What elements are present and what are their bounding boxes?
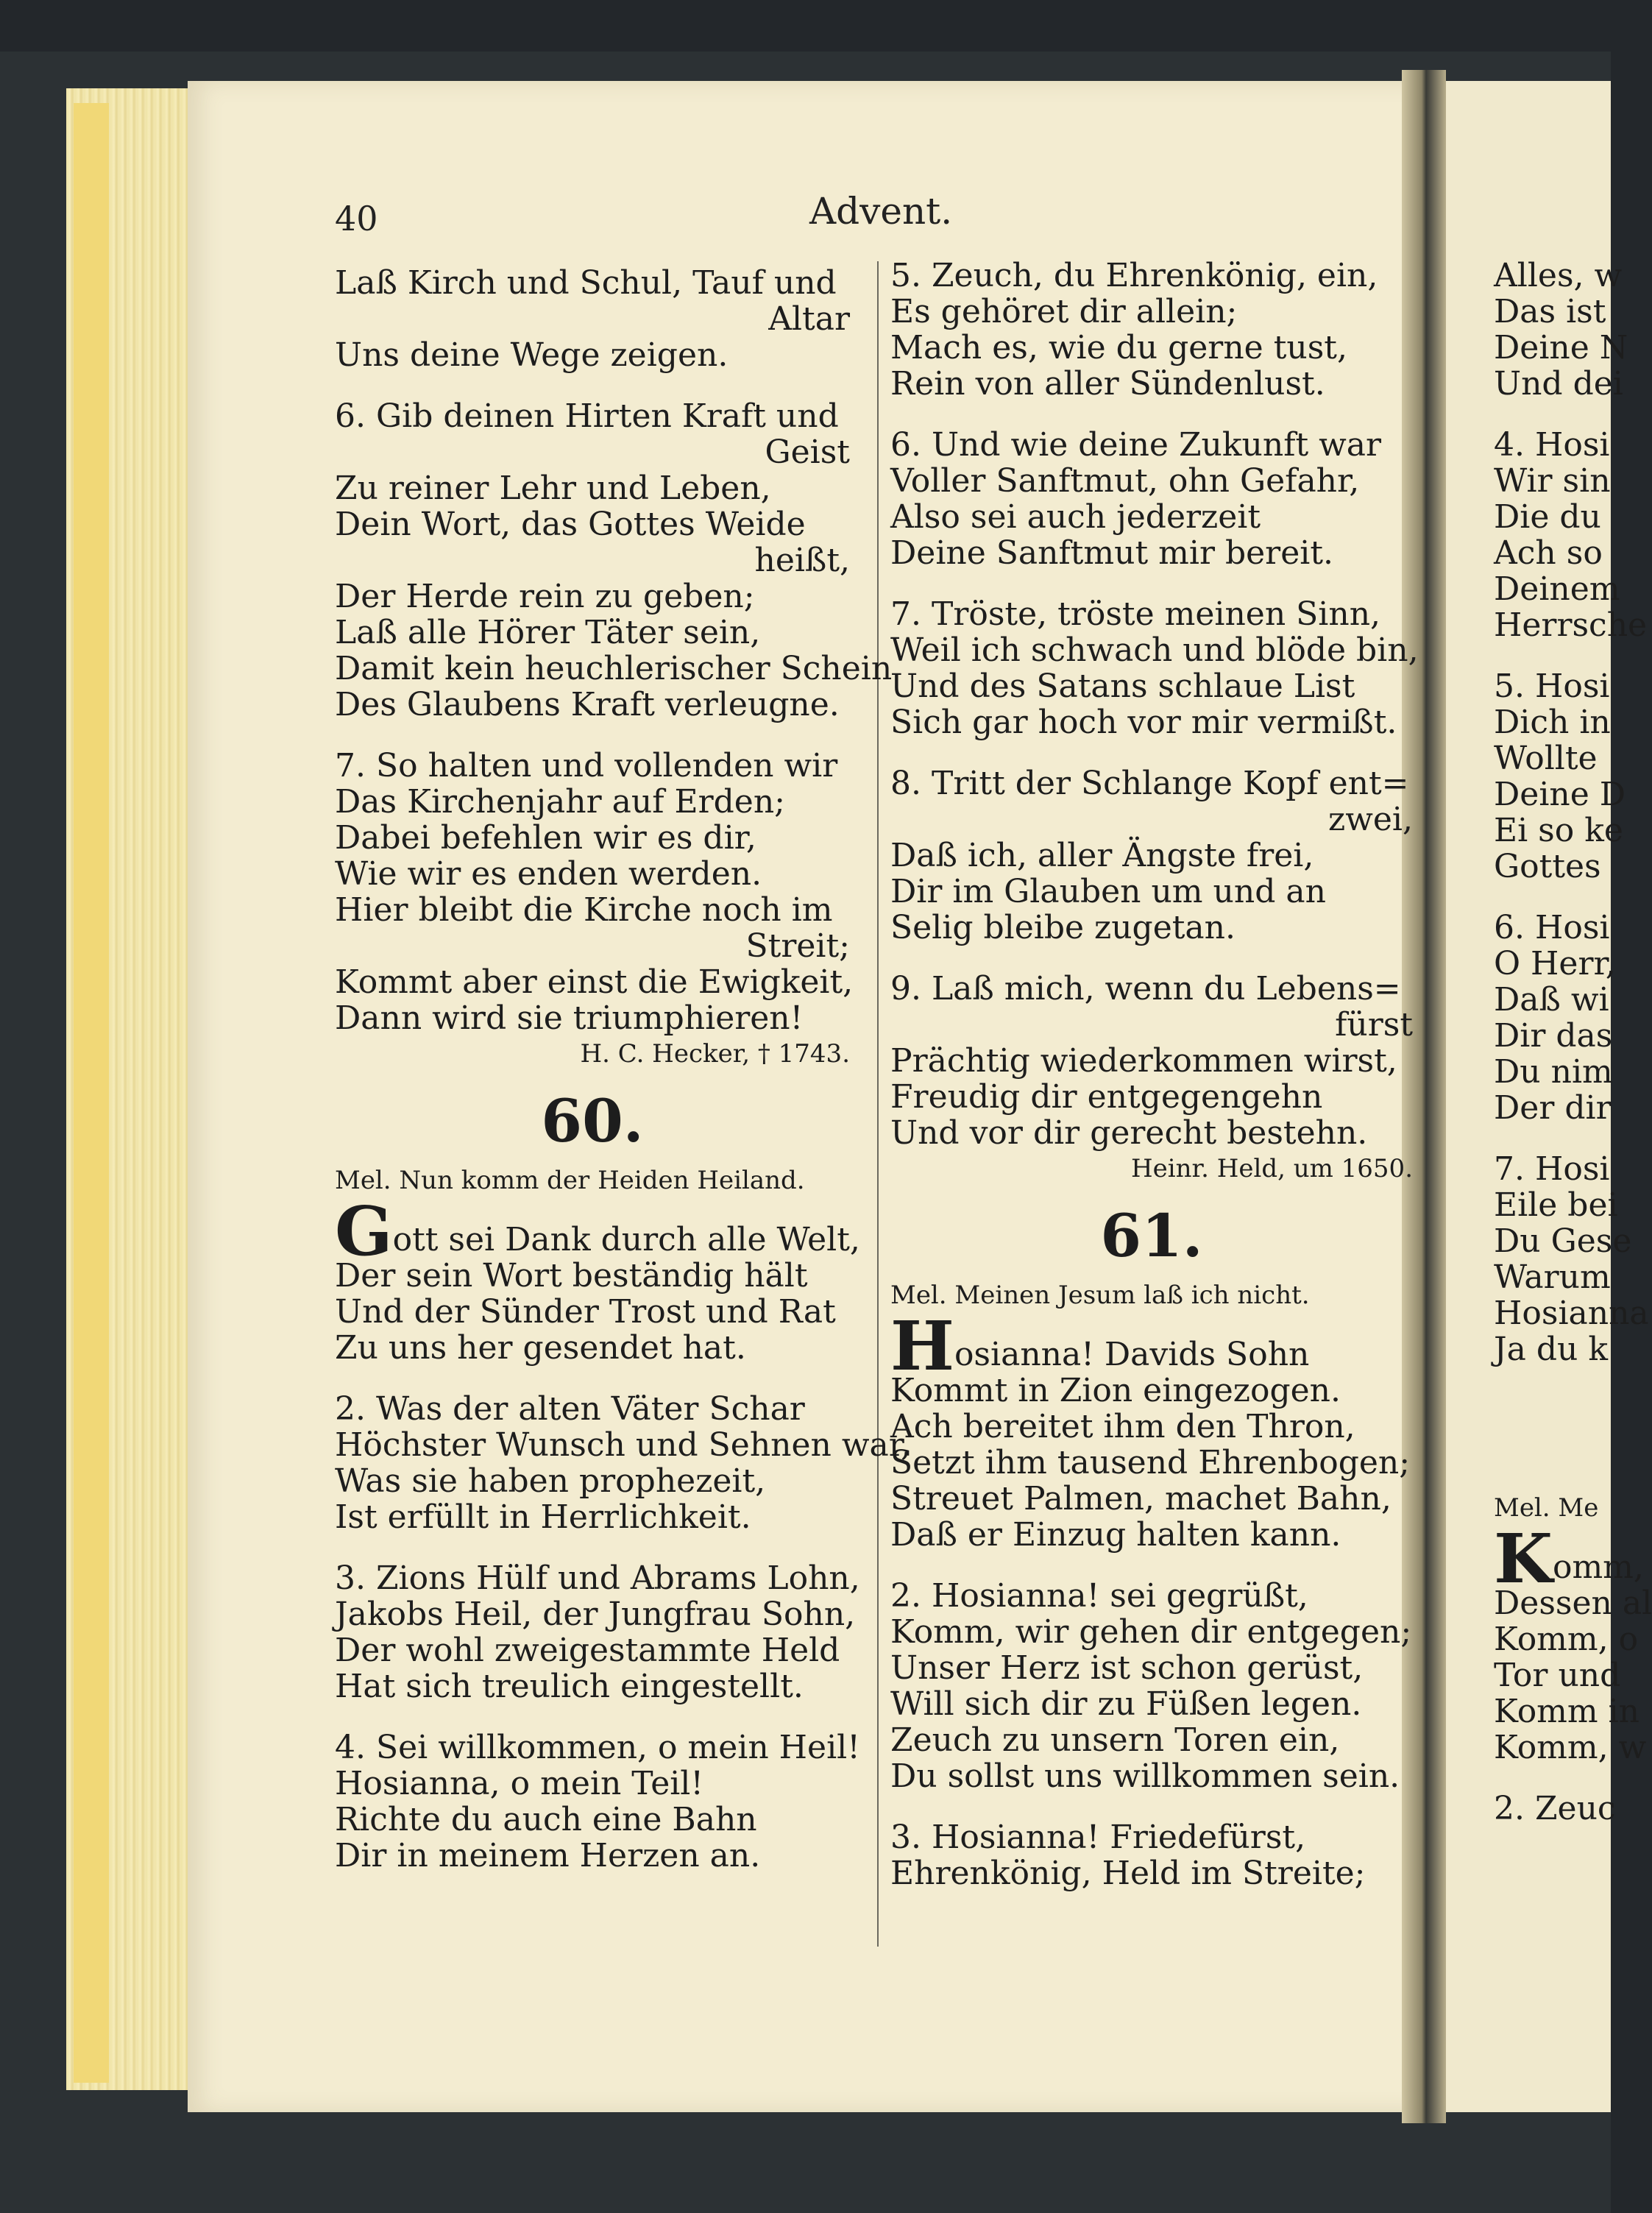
line-text: Dein Wort, das Gottes Weide [335, 506, 806, 543]
line-text: Will sich dir zu Füßen legen. [890, 1685, 1362, 1723]
line-text: Der Herde rein zu geben; [335, 578, 755, 615]
verse-line [890, 1043, 1413, 1079]
stanza-gap [1494, 1367, 1612, 1392]
verse-line [335, 1499, 850, 1535]
verse-line [1494, 776, 1626, 813]
line-text: Der dir [1494, 1089, 1612, 1127]
verse-line [890, 1445, 1413, 1481]
line-text: Komm in [1494, 1693, 1640, 1730]
verse-line [890, 1650, 1413, 1686]
verse-line [890, 1722, 1413, 1758]
verse-line [1494, 499, 1612, 535]
line-text: Laß alle Hörer Täter sein, [335, 614, 761, 651]
verse-line [890, 668, 1413, 704]
line-text: Komm, wir gehen dir entgegen; [890, 1613, 1412, 1651]
line-text: 6. Gib deinen Hirten Kraft und [335, 397, 839, 435]
verse-line [890, 1517, 1413, 1553]
verse-line [1494, 849, 1612, 885]
stanza-gap [1494, 402, 1612, 427]
stanza-gap [890, 402, 1413, 427]
verse-line [1494, 606, 1648, 644]
line-text: Ach bereitet ihm den Thron, [890, 1408, 1355, 1445]
verse-line [890, 294, 1413, 330]
line-text: osianna! Davids Sohn [954, 1336, 1310, 1373]
line-text: Freudig dir entgegengehn [890, 1078, 1323, 1116]
verse-line [1494, 463, 1612, 499]
verse-line [335, 784, 850, 820]
verse-line [1494, 982, 1612, 1018]
stanza-gap [890, 1553, 1413, 1578]
drop-cap: H [890, 1306, 954, 1386]
verse-line [1494, 294, 1612, 330]
line-text: Richte du auch eine Bahn [335, 1801, 757, 1838]
line-text: Ach so [1494, 534, 1603, 572]
line-text: Der sein Wort beständig hält [335, 1257, 808, 1295]
stanza-gap [890, 571, 1413, 596]
verse-line [1494, 910, 1612, 946]
verse-line [890, 1115, 1413, 1151]
line-text: Unser Herz ist schon gerüst, [890, 1649, 1364, 1687]
melody-line [890, 1280, 1413, 1311]
verse-line [890, 330, 1413, 366]
verse-line [335, 1258, 850, 1294]
line-text: 3. Hosianna! Friedefürst, [890, 1819, 1306, 1856]
verse-line [1494, 812, 1623, 849]
drop-cap: K [1494, 1519, 1553, 1598]
line-text: Rein von aller Sündenlust. [890, 365, 1325, 403]
line-text: Mel. Me [1494, 1493, 1599, 1523]
line-text: 2. Was der alten Väter Schar [335, 1390, 805, 1428]
line-text: Kommt aber einst die Ewigkeit, [335, 963, 854, 1001]
line-text: omm, [1552, 1548, 1644, 1586]
stanza-gap [335, 373, 850, 398]
line-text: Deine Sanftmut mir bereit. [890, 534, 1333, 572]
line-text: Deinem [1494, 570, 1620, 608]
verse-line [890, 704, 1413, 740]
verse-line [335, 1668, 850, 1704]
line-text: Hier bleibt die Kirche noch im [335, 891, 833, 929]
line-text: Mel. Meinen Jesum laß ich nicht. [890, 1281, 1310, 1310]
stanza-gap [1494, 1467, 1612, 1493]
verse-line [890, 535, 1413, 571]
line-text: Du sollst uns willkommen sein. [890, 1757, 1400, 1795]
stanza-gap [335, 1704, 850, 1729]
line-text: Und dei [1494, 365, 1623, 403]
stanza-gap [335, 723, 850, 748]
author-line [335, 1036, 850, 1072]
verse-line [335, 1729, 860, 1766]
line-text: 7. So halten und vollenden wir [335, 747, 838, 785]
left-column [335, 264, 911, 1874]
stanza-gap [890, 946, 1413, 971]
author-line [890, 1151, 1413, 1187]
line-text: 4. Hosi [1494, 426, 1610, 464]
line-text: Wollte [1494, 740, 1598, 777]
verse-line [335, 1294, 850, 1330]
verse-line [890, 631, 1419, 669]
verse-line [335, 748, 850, 784]
verse-line [335, 615, 850, 651]
verse-line [890, 1481, 1413, 1517]
verse-line [335, 928, 850, 964]
verse-line [1494, 1259, 1612, 1295]
page-number: 40 [335, 199, 378, 238]
stanza-gap [1494, 643, 1612, 668]
line-text: Du nim [1494, 1053, 1613, 1091]
verse-line [890, 1007, 1413, 1043]
verse-line [1494, 1657, 1621, 1694]
verse-line [335, 337, 850, 373]
line-text: Dir das [1494, 1017, 1613, 1055]
line-text: Selig bleibe zugetan. [890, 909, 1236, 946]
line-text: Ei so ke [1494, 812, 1623, 849]
stanza-gap [335, 1535, 850, 1560]
verse-line [890, 971, 1413, 1007]
line-text: Des Glaubens Kraft verleugne. [335, 686, 840, 723]
line-text: Dich in [1494, 704, 1611, 741]
verse-line [1494, 365, 1623, 403]
line-text: Und der Sünder Trost und Rat [335, 1293, 836, 1331]
line-text: Laß Kirch und Schul, Tauf und [335, 264, 837, 302]
verse-line [890, 1855, 1413, 1891]
line-text: Prächtig wiederkommen wirst, [890, 1042, 1397, 1080]
verse-line [335, 892, 850, 928]
line-text: 7. Tröste, tröste meinen Sinn, [890, 595, 1381, 633]
verse-line [890, 874, 1413, 910]
verse-line [335, 1463, 850, 1499]
line-text: 5. Zeuch, du Ehrenkönig, ein, [890, 257, 1378, 294]
line-text: Kommt in Zion eingezogen. [890, 1372, 1341, 1409]
line-text: 4. Sei willkommen, o mein Heil! [335, 1729, 860, 1766]
verse-line [1494, 1151, 1612, 1187]
line-text: 6. Hosi [1494, 909, 1610, 946]
drop-cap: G [335, 1192, 393, 1271]
verse-line [335, 1192, 860, 1271]
stanza-gap [335, 1366, 850, 1391]
verse-line [335, 1426, 911, 1464]
line-text: Damit kein heuchlerischer Schein [335, 650, 893, 687]
verse-line [890, 765, 1413, 801]
line-text: Warum [1494, 1258, 1611, 1296]
line-text: Hat sich treulich eingestellt. [335, 1668, 804, 1705]
verse-line [335, 265, 850, 301]
verse-line [1494, 1584, 1652, 1622]
verse-line [1494, 570, 1620, 608]
line-text: 7. Hosi [1494, 1150, 1610, 1188]
verse-line [335, 1330, 850, 1366]
verse-line [890, 1819, 1413, 1855]
verse-line [1494, 329, 1628, 367]
verse-line [890, 427, 1413, 463]
line-text: Daß er Einzug halten kann. [890, 1516, 1341, 1554]
line-text: Wir sin [1494, 462, 1611, 500]
verse-line [335, 1838, 850, 1874]
line-text: Es gehöret dir allein; [890, 293, 1238, 330]
stanza-gap [1494, 1417, 1612, 1442]
line-text: Das Kirchenjahr auf Erden; [335, 783, 786, 821]
line-text: H. C. Hecker, † 1743. [580, 1039, 850, 1069]
line-text: Alles, w [1494, 257, 1623, 294]
verse-line [890, 1614, 1413, 1650]
verse-line [1494, 1222, 1632, 1260]
line-text: Dabei befehlen wir es dir, [335, 819, 756, 857]
line-text: 2. Hosianna! sei gegrüßt, [890, 1577, 1308, 1615]
verse-line [890, 1686, 1413, 1722]
line-text: Setzt ihm tausend Ehrenbogen; [890, 1444, 1411, 1481]
verse-line [335, 506, 850, 542]
line-text: 9. Laß mich, wenn du Lebens= [890, 970, 1401, 1008]
verse-line [335, 820, 850, 856]
line-text: Uns deine Wege zeigen. [335, 336, 728, 374]
verse-line [335, 470, 850, 506]
verse-line [335, 963, 854, 1001]
verse-line [1494, 1519, 1644, 1598]
line-text: Und vor dir gerecht bestehn. [890, 1114, 1368, 1152]
verse-line [335, 301, 850, 337]
line-text: O Herr, [1494, 945, 1616, 982]
verse-line [335, 1632, 850, 1668]
verse-line [1494, 1331, 1612, 1367]
verse-line [1494, 1054, 1612, 1090]
stanza-gap [1494, 885, 1612, 910]
verse-line [335, 542, 850, 578]
verse-line [335, 650, 893, 687]
line-text: Wie wir es enden werden. [335, 855, 762, 893]
line-text: Komm, o [1494, 1621, 1639, 1658]
verse-line [890, 1409, 1413, 1445]
line-text: Daß ich, aller Ängste frei, [890, 837, 1314, 874]
line-text: Das ist [1494, 293, 1606, 330]
verse-line [335, 1766, 850, 1802]
line-text: Zu uns her gesendet hat. [335, 1329, 746, 1367]
verse-line [1494, 535, 1612, 571]
verse-line [1494, 427, 1612, 463]
verse-line [890, 366, 1413, 402]
stanza-gap [890, 740, 1413, 765]
line-text: 61. [1100, 1201, 1203, 1270]
line-text: Streuet Palmen, machet Bahn, [890, 1480, 1392, 1518]
stanza-gap [1494, 1766, 1612, 1791]
verse-line [890, 910, 1413, 946]
line-text: Mach es, wie du gerne tust, [890, 329, 1347, 367]
verse-line [335, 398, 850, 434]
line-text: Sich gar hoch vor mir vermißt. [890, 704, 1397, 741]
right-column [890, 257, 1419, 1892]
line-text: Der wohl zweigestammte Held [335, 1632, 840, 1669]
line-text: Ja du k [1494, 1331, 1609, 1368]
hymn-number [335, 1086, 850, 1156]
line-text: Heinr. Held, um 1650. [1131, 1154, 1413, 1183]
next-page-column [1494, 257, 1652, 1827]
verse-line [1494, 1090, 1612, 1126]
verse-line [335, 1000, 850, 1036]
line-text: Dann wird sie triumphieren! [335, 999, 804, 1037]
verse-line [1494, 1186, 1618, 1224]
line-text: Voller Sanftmut, ohn Gefahr, [890, 462, 1360, 500]
line-text: heißt, [754, 542, 850, 579]
line-text: Du Gese [1494, 1222, 1632, 1260]
verse-line [890, 258, 1413, 294]
verse-line [1494, 1729, 1647, 1766]
column-divider [877, 261, 879, 1947]
line-text: 3. Zions Hülf und Abrams Lohn, [335, 1559, 860, 1597]
running-title: Advent. [809, 190, 953, 233]
line-text: Komm, w [1494, 1729, 1647, 1766]
line-text: Geist [765, 433, 850, 471]
line-text: fürst [1335, 1006, 1413, 1044]
page-edges-gilt [74, 103, 109, 2083]
line-text: Hosianna, o mein Teil! [335, 1765, 704, 1802]
verse-line [1494, 704, 1612, 740]
line-text: Ehrenkönig, Held im Streite; [890, 1855, 1366, 1892]
line-text: Gottes [1494, 848, 1601, 885]
verse-line [335, 687, 850, 723]
line-text: Altar [768, 300, 850, 338]
verse-line [890, 1079, 1413, 1115]
line-text: Herrsche [1494, 606, 1648, 644]
line-text: Die du [1494, 498, 1601, 536]
verse-line [1494, 1621, 1639, 1658]
line-text: Zeuch zu unsern Toren ein, [890, 1721, 1340, 1759]
verse-line [1494, 668, 1612, 704]
verse-line [1494, 740, 1612, 776]
line-text: Ist erfüllt in Herrlichkeit. [335, 1498, 751, 1536]
line-text: Jakobs Heil, der Jungfrau Sohn, [335, 1596, 856, 1633]
line-text: Hosianna [1494, 1295, 1649, 1332]
verse-line [335, 578, 850, 615]
verse-line [335, 434, 850, 470]
verse-line [890, 1306, 1413, 1386]
line-text: Zu reiner Lehr und Leben, [335, 470, 771, 507]
stanza-gap [890, 1794, 1413, 1819]
verse-line [890, 1373, 1413, 1409]
line-text: 8. Tritt der Schlange Kopf ent= [890, 765, 1409, 802]
verse-line [1494, 1018, 1612, 1054]
line-text: zwei, [1328, 801, 1413, 838]
line-text: Dir in meinem Herzen an. [335, 1837, 761, 1874]
stanza-gap [1494, 1126, 1612, 1151]
verse-line [1494, 945, 1616, 982]
verse-line [890, 499, 1413, 535]
line-text: Deine N [1494, 329, 1628, 367]
verse-line [890, 801, 1413, 838]
verse-line [1494, 1295, 1649, 1332]
verse-line [890, 596, 1413, 632]
verse-line [1494, 1790, 1616, 1827]
stanza-gap [1494, 1392, 1612, 1417]
line-text: 6. Und wie deine Zukunft war [890, 426, 1382, 464]
verse-line [335, 1559, 860, 1597]
line-text: Eile bei [1494, 1186, 1618, 1224]
line-text: Dessen al [1494, 1584, 1652, 1622]
line-text: Mel. Nun komm der Heiden Heiland. [335, 1166, 805, 1195]
verse-line [335, 856, 850, 892]
line-text: 5. Hosi [1494, 668, 1610, 705]
verse-line [335, 1596, 856, 1633]
verse-line [1494, 1693, 1640, 1730]
stanza-gap [1494, 1442, 1612, 1467]
line-text: Streit; [745, 927, 850, 965]
line-text: Was sie haben prophezeit, [335, 1462, 766, 1500]
line-text: Dir im Glauben um und an [890, 873, 1326, 910]
verse-line [890, 463, 1413, 499]
line-text: Höchster Wunsch und Sehnen war, [335, 1426, 911, 1464]
verse-line [335, 1802, 850, 1838]
line-text: Deine D [1494, 776, 1626, 813]
verse-line [890, 1578, 1413, 1614]
melody-line [335, 1165, 850, 1196]
line-text: Weil ich schwach und blöde bin, [890, 631, 1419, 669]
line-text: 60. [541, 1086, 644, 1155]
verse-line [335, 1391, 850, 1427]
line-text: ott sei Dank durch alle Welt, [392, 1221, 860, 1258]
line-text: Daß wi [1494, 981, 1609, 1019]
line-text: Also sei auch jederzeit [890, 498, 1261, 536]
line-text: Tor und [1494, 1657, 1621, 1694]
verse-line [890, 838, 1413, 874]
line-text: Und des Satans schlaue List [890, 668, 1355, 705]
verse-line [1494, 257, 1623, 294]
line-text: 2. Zeuc [1494, 1790, 1616, 1827]
verse-line [890, 1758, 1413, 1794]
hymn-number [890, 1200, 1413, 1271]
